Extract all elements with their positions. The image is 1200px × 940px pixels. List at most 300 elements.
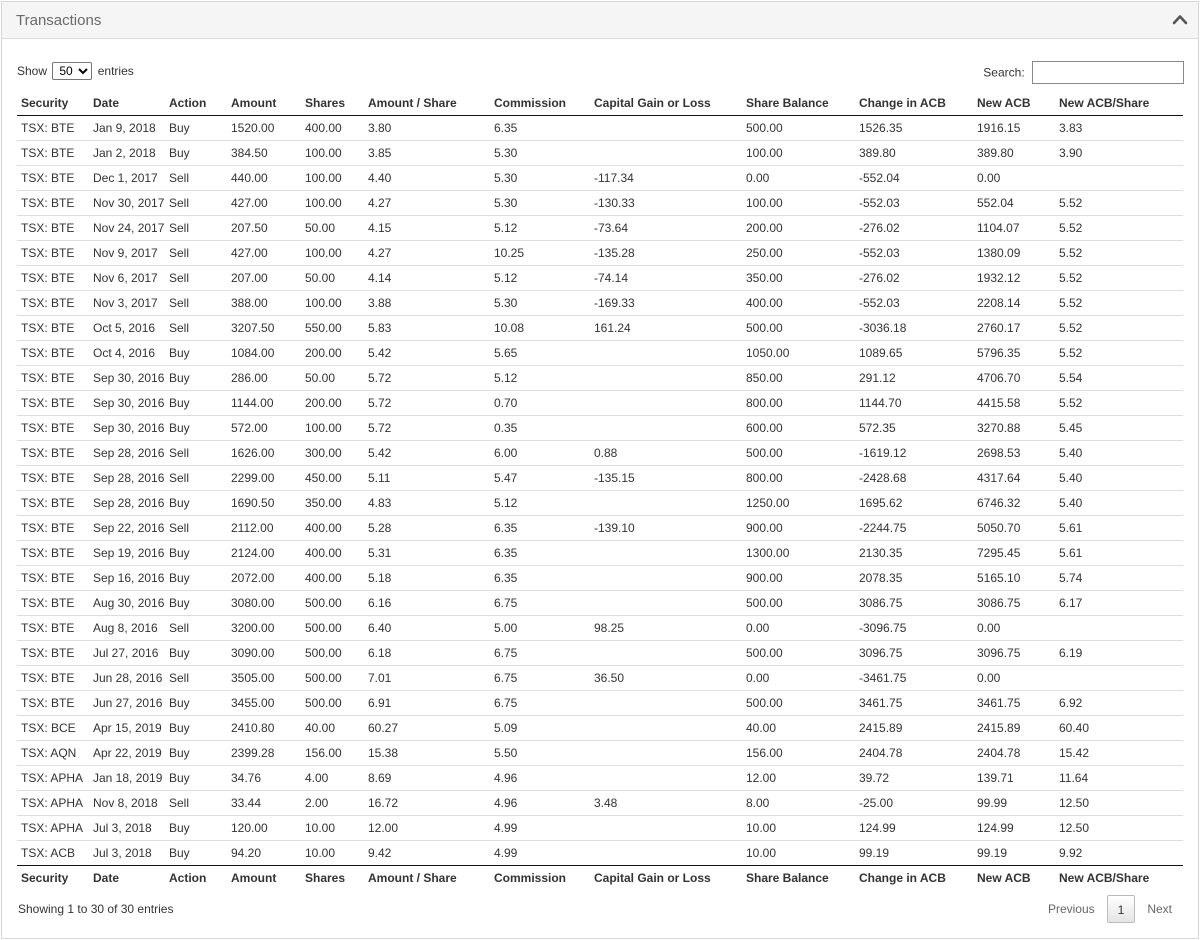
cell-amount-share: 4.27 [364, 240, 490, 265]
column-header-capital-gain-or-loss[interactable]: Capital Gain or Loss [590, 91, 742, 115]
column-header-change-in-acb[interactable]: Change in ACB [855, 91, 973, 115]
cell-new-acb-share: 5.52 [1055, 340, 1183, 365]
cell-commission: 6.75 [490, 665, 590, 690]
pagination [1040, 895, 1180, 923]
table-row [17, 790, 1183, 815]
cell-amount: 1084.00 [227, 340, 301, 365]
cell-shares: 400.00 [301, 565, 364, 590]
cell-amount-share: 5.18 [364, 565, 490, 590]
table-row [17, 340, 1183, 365]
cell-action: Sell [165, 265, 227, 290]
column-header-date: Date [89, 865, 165, 890]
cell-date: Jan 9, 2018 [93, 120, 156, 135]
cell-amount-share: 15.38 [364, 740, 490, 765]
cell-capital-gain-or-loss [590, 715, 742, 740]
cell-commission: 6.75 [490, 590, 590, 615]
cell-change-in-acb: 2404.78 [855, 740, 973, 765]
cell-date: Sep 28, 2016 [89, 465, 165, 490]
cell-capital-gain-or-loss [590, 390, 742, 415]
cell-action: Sell [165, 440, 227, 465]
cell-commission: 5.30 [490, 290, 590, 315]
cell-share-balance: 900.00 [742, 515, 855, 540]
cell-change-in-acb: 1526.35 [859, 120, 903, 135]
cell-shares: 400.00 [301, 540, 364, 565]
cell-shares: 500.00 [301, 665, 364, 690]
entries-length-select[interactable] [52, 62, 92, 80]
cell-commission: 6.35 [490, 565, 590, 590]
cell-amount-share: 5.83 [364, 315, 490, 340]
cell-capital-gain-or-loss: 0.88 [590, 440, 742, 465]
cell-amount: 2124.00 [227, 540, 301, 565]
cell-security: TSX: APHA [17, 765, 89, 790]
entries-label: entries [97, 64, 134, 78]
cell-action: Buy [165, 490, 227, 515]
column-header-new-acb-share[interactable]: New ACB/Share [1055, 91, 1183, 115]
cell-new-acb: 4415.58 [973, 390, 1055, 415]
cell-action: Sell [165, 515, 227, 540]
cell-share-balance: 1300.00 [742, 540, 855, 565]
cell-date: Jun 27, 2016 [89, 690, 165, 715]
cell-amount-share: 12.00 [364, 815, 490, 840]
cell-change-in-acb: -276.02 [855, 265, 973, 290]
column-header-security[interactable]: Security [17, 91, 89, 115]
cell-security: TSX: BTE [17, 240, 89, 265]
cell-new-acb-share: 5.45 [1055, 415, 1183, 440]
cell-change-in-acb: 2130.35 [855, 540, 973, 565]
cell-date: Jan 2, 2018 [89, 140, 165, 165]
cell-amount: 3505.00 [227, 665, 301, 690]
column-header-change-in-acb: Change in ACB [855, 865, 973, 890]
cell-security: TSX: BTE [17, 415, 89, 440]
cell-security: TSX: BTE [17, 390, 89, 415]
table-row [17, 740, 1183, 765]
panel-title: Transactions [16, 12, 102, 29]
cell-security: TSX: BTE [17, 340, 89, 365]
cell-capital-gain-or-loss: -139.10 [590, 515, 742, 540]
column-header-shares[interactable]: Shares [301, 91, 364, 115]
cell-new-acb-share: 5.52 [1055, 190, 1183, 215]
cell-change-in-acb: 124.99 [855, 815, 973, 840]
cell-amount: 94.20 [227, 840, 301, 865]
cell-share-balance: 850.00 [742, 365, 855, 390]
cell-amount-share: 5.28 [364, 515, 490, 540]
cell-commission: 4.96 [490, 765, 590, 790]
table-row [17, 490, 1183, 515]
cell-capital-gain-or-loss: -135.15 [590, 465, 742, 490]
cell-shares: 500.00 [301, 615, 364, 640]
cell-new-acb: 1932.12 [973, 265, 1055, 290]
cell-amount-share: 4.40 [364, 165, 490, 190]
cell-security: TSX: APHA [17, 790, 89, 815]
cell-shares: 200.00 [301, 340, 364, 365]
cell-security: TSX: BTE [17, 565, 89, 590]
cell-change-in-acb: -25.00 [855, 790, 973, 815]
cell-date: Sep 16, 2016 [89, 565, 165, 590]
cell-share-balance: 500.00 [742, 315, 855, 340]
cell-change-in-acb: -552.04 [855, 165, 973, 190]
cell-action: Sell [165, 165, 227, 190]
cell-action: Sell [165, 215, 227, 240]
cell-new-acb-share [1055, 165, 1183, 190]
cell-shares: 300.00 [301, 440, 364, 465]
header-row [17, 91, 1183, 115]
cell-action: Buy [165, 390, 227, 415]
cell-security: TSX: BTE [17, 690, 89, 715]
cell-shares: 2.00 [301, 790, 364, 815]
column-header-shares: Shares [301, 865, 364, 890]
cell-share-balance: 100.00 [742, 190, 855, 215]
cell-new-acb-share: 5.40 [1055, 440, 1183, 465]
cell-date: Sep 19, 2016 [89, 540, 165, 565]
cell-new-acb: 1380.09 [973, 240, 1055, 265]
cell-amount-share: 5.72 [364, 390, 490, 415]
cell-shares: 350.00 [301, 490, 364, 515]
cell-security: TSX: BTE [17, 315, 89, 340]
cell-action: Buy [165, 565, 227, 590]
column-header-amount-share[interactable]: Amount / Share [364, 91, 490, 115]
cell-new-acb: 0.00 [973, 665, 1055, 690]
next-button[interactable]: Next [1147, 902, 1172, 916]
cell-change-in-acb: -552.03 [855, 190, 973, 215]
footer-row [17, 865, 1183, 890]
column-header-share-balance[interactable]: Share Balance [742, 91, 855, 115]
cell-action: Buy [165, 765, 227, 790]
cell-change-in-acb: -3036.18 [855, 315, 973, 340]
cell-new-acb: 124.99 [973, 815, 1055, 840]
cell-action: Buy [165, 140, 227, 165]
cell-capital-gain-or-loss [590, 690, 742, 715]
cell-action: Sell [165, 790, 227, 815]
cell-new-acb-share: 3.90 [1055, 140, 1183, 165]
cell-amount-share: 5.72 [364, 415, 490, 440]
table-row [17, 190, 1183, 215]
table-row [17, 590, 1183, 615]
cell-new-acb: 5165.10 [973, 565, 1055, 590]
table-row [17, 440, 1183, 465]
cell-capital-gain-or-loss [590, 590, 742, 615]
cell-change-in-acb: -276.02 [855, 215, 973, 240]
cell-new-acb: 5050.70 [973, 515, 1055, 540]
column-header-new-acb[interactable]: New ACB [973, 91, 1055, 115]
cell-commission: 10.08 [490, 315, 590, 340]
table-row [17, 840, 1183, 865]
cell-shares: 400.00 [301, 515, 364, 540]
cell-shares: 100.00 [301, 140, 364, 165]
cell-shares: 400.00 [305, 120, 342, 135]
search-label: Search: [983, 65, 1025, 80]
column-header-security: Security [17, 865, 89, 890]
cell-share-balance: 100.00 [742, 140, 855, 165]
table-row [17, 690, 1183, 715]
table-row [17, 540, 1183, 565]
column-header-date[interactable]: Date [89, 91, 165, 115]
column-header-amount: Amount [227, 865, 301, 890]
cell-amount: 207.50 [227, 215, 301, 240]
cell-amount: 3200.00 [227, 615, 301, 640]
cell-change-in-acb: -552.03 [855, 290, 973, 315]
cell-date: Aug 8, 2016 [89, 615, 165, 640]
cell-amount-share: 4.83 [364, 490, 490, 515]
cell-commission: 5.30 [490, 165, 590, 190]
cell-amount-share: 6.91 [364, 690, 490, 715]
table-row [17, 765, 1183, 790]
cell-amount: 2410.80 [227, 715, 301, 740]
cell-change-in-acb: 2415.89 [855, 715, 973, 740]
cell-date: Oct 4, 2016 [89, 340, 165, 365]
cell-new-acb-share: 5.52 [1055, 215, 1183, 240]
cell-amount: 2072.00 [227, 565, 301, 590]
cell-commission: 0.70 [490, 390, 590, 415]
cell-commission: 5.09 [490, 715, 590, 740]
cell-commission: 6.75 [490, 640, 590, 665]
cell-date: Sep 28, 2016 [89, 490, 165, 515]
cell-security: TSX: BTE [17, 665, 89, 690]
cell-action: Sell [165, 665, 227, 690]
cell-capital-gain-or-loss: -117.34 [590, 165, 742, 190]
cell-commission: 10.25 [490, 240, 590, 265]
cell-security: TSX: BTE [17, 490, 89, 515]
cell-new-acb: 3096.75 [973, 640, 1055, 665]
cell-date: Oct 5, 2016 [89, 315, 165, 340]
cell-new-acb: 552.04 [973, 190, 1055, 215]
cell-action: Buy [165, 365, 227, 390]
cell-action: Buy [165, 690, 227, 715]
cell-new-acb: 139.71 [973, 765, 1055, 790]
cell-action: Sell [165, 315, 227, 340]
cell-new-acb-share: 3.83 [1059, 120, 1083, 135]
cell-share-balance: 800.00 [742, 390, 855, 415]
cell-date: Jul 3, 2018 [89, 815, 165, 840]
previous-button[interactable]: Previous [1047, 902, 1095, 916]
cell-action: Sell [165, 190, 227, 215]
cell-amount: 1626.00 [227, 440, 301, 465]
cell-new-acb-share: 12.50 [1055, 790, 1183, 815]
cell-new-acb: 3270.88 [973, 415, 1055, 440]
cell-shares: 10.00 [301, 840, 364, 865]
cell-date: Nov 24, 2017 [89, 215, 165, 240]
cell-share-balance: 600.00 [742, 415, 855, 440]
cell-amount: 427.00 [227, 190, 301, 215]
column-header-amount[interactable]: Amount [227, 91, 301, 115]
table-row [17, 615, 1183, 640]
cell-new-acb-share [1055, 665, 1183, 690]
cell-capital-gain-or-loss [590, 640, 742, 665]
cell-new-acb: 2698.53 [973, 440, 1055, 465]
cell-new-acb: 1916.15 [977, 120, 1021, 135]
cell-security: TSX: BTE [17, 590, 89, 615]
column-header-amount-share: Amount / Share [364, 865, 490, 890]
table-row [17, 390, 1183, 415]
table-footer [17, 865, 1183, 890]
cell-new-acb: 389.80 [973, 140, 1055, 165]
cell-change-in-acb: 3086.75 [855, 590, 973, 615]
column-header-capital-gain-or-loss: Capital Gain or Loss [590, 865, 742, 890]
cell-action: Buy [165, 415, 227, 440]
cell-date: Apr 15, 2019 [89, 715, 165, 740]
cell-security: TSX: BTE [17, 190, 89, 215]
cell-new-acb: 5796.35 [973, 340, 1055, 365]
cell-new-acb-share: 5.40 [1055, 490, 1183, 515]
cell-action: Buy [165, 640, 227, 665]
table-info: Showing 1 to 30 of 30 entries [18, 902, 174, 916]
cell-amount: 2399.28 [227, 740, 301, 765]
cell-date: Jul 27, 2016 [89, 640, 165, 665]
cell-commission: 5.65 [490, 340, 590, 365]
cell-amount: 2299.00 [227, 465, 301, 490]
chevron-up-icon[interactable] [1172, 12, 1188, 26]
cell-change-in-acb: 2078.35 [855, 565, 973, 590]
table-row [17, 140, 1183, 165]
cell-capital-gain-or-loss: -169.33 [590, 290, 742, 315]
table-row [17, 240, 1183, 265]
cell-commission: 6.35 [490, 540, 590, 565]
cell-date: Sep 30, 2016 [89, 390, 165, 415]
cell-change-in-acb: -3096.75 [855, 615, 973, 640]
column-header-action[interactable]: Action [165, 91, 227, 115]
cell-action: Buy [165, 590, 227, 615]
cell-security: TSX: BCE [17, 715, 89, 740]
cell-amount: 286.00 [227, 365, 301, 390]
column-header-share-balance: Share Balance [742, 865, 855, 890]
table-row [17, 215, 1183, 240]
cell-shares: 100.00 [301, 240, 364, 265]
cell-share-balance: 500.00 [746, 120, 783, 135]
cell-commission: 6.00 [490, 440, 590, 465]
cell-amount: 388.00 [227, 290, 301, 315]
cell-new-acb-share: 5.52 [1055, 315, 1183, 340]
cell-change-in-acb: 291.12 [855, 365, 973, 390]
cell-new-acb-share: 6.92 [1055, 690, 1183, 715]
cell-date: Nov 6, 2017 [89, 265, 165, 290]
cell-change-in-acb: -1619.12 [855, 440, 973, 465]
cell-amount-share: 3.88 [364, 290, 490, 315]
cell-change-in-acb: 3461.75 [855, 690, 973, 715]
cell-security: TSX: BTE [17, 515, 89, 540]
cell-new-acb-share: 15.42 [1055, 740, 1183, 765]
cell-commission: 5.30 [490, 140, 590, 165]
cell-amount-share: 5.42 [364, 340, 490, 365]
cell-security: TSX: BTE [17, 365, 89, 390]
cell-share-balance: 500.00 [742, 590, 855, 615]
cell-amount-share: 60.27 [364, 715, 490, 740]
cell-change-in-acb: 3096.75 [855, 640, 973, 665]
cell-amount: 3080.00 [227, 590, 301, 615]
cell-share-balance: 500.00 [742, 640, 855, 665]
cell-new-acb-share: 5.54 [1055, 365, 1183, 390]
show-label: Show [17, 64, 48, 78]
cell-amount: 3455.00 [227, 690, 301, 715]
cell-amount-share: 6.16 [364, 590, 490, 615]
cell-security: TSX: BTE [17, 215, 89, 240]
cell-capital-gain-or-loss [590, 490, 742, 515]
cell-commission: 4.96 [490, 790, 590, 815]
cell-action: Buy [165, 840, 227, 865]
cell-commission: 5.12 [490, 365, 590, 390]
cell-amount-share: 6.18 [364, 640, 490, 665]
cell-amount: 1144.00 [227, 390, 301, 415]
cell-share-balance: 10.00 [742, 815, 855, 840]
cell-new-acb: 99.19 [973, 840, 1055, 865]
cell-change-in-acb: -2428.68 [855, 465, 973, 490]
cell-amount: 207.00 [227, 265, 301, 290]
cell-capital-gain-or-loss: -135.28 [590, 240, 742, 265]
cell-new-acb: 2760.17 [973, 315, 1055, 340]
page-1-button[interactable]: 1 [1107, 895, 1136, 923]
table-header [17, 91, 1183, 115]
table-row [17, 415, 1183, 440]
cell-capital-gain-or-loss [590, 340, 742, 365]
cell-action: Buy [165, 340, 227, 365]
cell-share-balance: 900.00 [742, 565, 855, 590]
cell-date: Nov 30, 2017 [89, 190, 165, 215]
cell-amount: 427.00 [227, 240, 301, 265]
cell-share-balance: 1050.00 [742, 340, 855, 365]
cell-amount-share: 6.40 [364, 615, 490, 640]
cell-share-balance: 40.00 [742, 715, 855, 740]
cell-share-balance: 200.00 [742, 215, 855, 240]
cell-new-acb: 7295.45 [973, 540, 1055, 565]
cell-new-acb-share: 9.92 [1055, 840, 1183, 865]
cell-amount: 34.76 [227, 765, 301, 790]
cell-security: TSX: BTE [21, 120, 75, 135]
cell-share-balance: 8.00 [742, 790, 855, 815]
cell-amount-share: 4.15 [364, 215, 490, 240]
cell-new-acb-share: 5.74 [1055, 565, 1183, 590]
cell-new-acb-share: 5.40 [1055, 465, 1183, 490]
cell-date: Sep 28, 2016 [89, 440, 165, 465]
cell-new-acb: 3086.75 [973, 590, 1055, 615]
column-header-commission[interactable]: Commission [490, 91, 590, 115]
table-row [17, 165, 1183, 190]
cell-action: Buy [169, 120, 190, 135]
cell-action: Buy [165, 715, 227, 740]
cell-amount-share: 8.69 [364, 765, 490, 790]
cell-commission: 6.35 [490, 515, 590, 540]
cell-share-balance: 500.00 [742, 440, 855, 465]
cell-commission: 5.12 [490, 490, 590, 515]
cell-share-balance: 250.00 [742, 240, 855, 265]
cell-commission: 4.99 [490, 815, 590, 840]
cell-date: Jul 3, 2018 [89, 840, 165, 865]
cell-date: Sep 22, 2016 [89, 515, 165, 540]
cell-amount-share: 3.85 [364, 140, 490, 165]
cell-amount-share: 5.11 [364, 465, 490, 490]
cell-shares: 550.00 [301, 315, 364, 340]
cell-capital-gain-or-loss [590, 765, 742, 790]
cell-commission: 5.30 [490, 190, 590, 215]
table-row [17, 265, 1183, 290]
cell-new-acb: 1104.07 [973, 215, 1055, 240]
cell-shares: 50.00 [301, 365, 364, 390]
cell-new-acb: 3461.75 [973, 690, 1055, 715]
table-row [17, 815, 1183, 840]
cell-capital-gain-or-loss [590, 365, 742, 390]
cell-security: TSX: BTE [17, 640, 89, 665]
cell-shares: 10.00 [301, 815, 364, 840]
cell-amount: 33.44 [227, 790, 301, 815]
search-input[interactable] [1032, 61, 1184, 84]
cell-date: Nov 8, 2018 [89, 790, 165, 815]
table-row [17, 665, 1183, 690]
cell-new-acb-share: 12.50 [1055, 815, 1183, 840]
table-row [17, 115, 1183, 140]
table-row [17, 565, 1183, 590]
cell-capital-gain-or-loss: 36.50 [590, 665, 742, 690]
cell-new-acb-share [1055, 615, 1183, 640]
cell-shares: 50.00 [301, 215, 364, 240]
entries-length-control [17, 62, 134, 80]
cell-action: Sell [165, 465, 227, 490]
